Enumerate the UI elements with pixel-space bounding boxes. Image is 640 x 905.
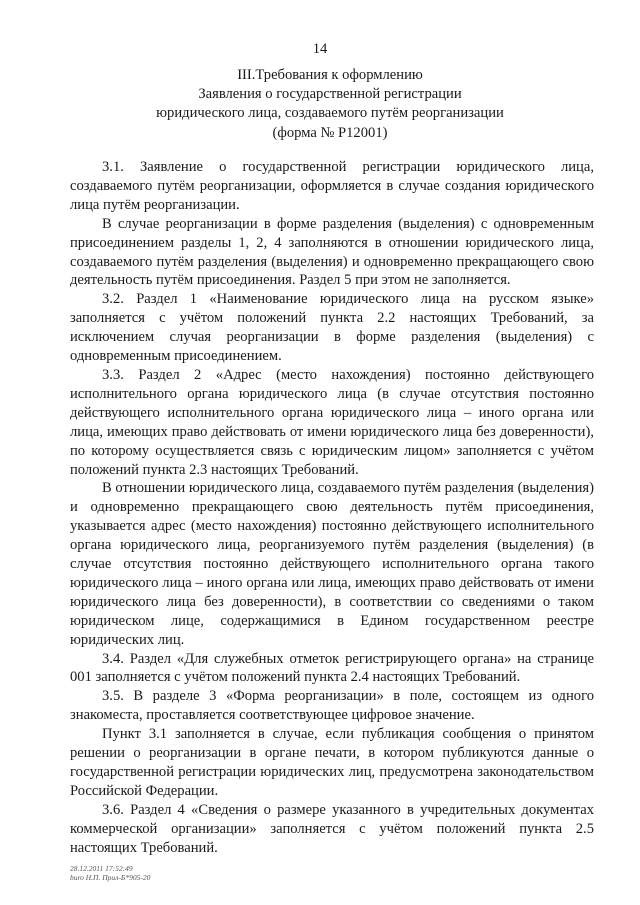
footer-reference: buro Н.П. Прил-Б*905-20 <box>70 873 151 882</box>
paragraph-3-1: 3.1. Заявление о государственной регистрации юридического лица, создаваемого путём реорганизации, оформляется в случае создания юридического лица путём реорганизации. <box>70 159 594 213</box>
paragraph-3-4: 3.4. Раздел «Для служебных отметок регистрирующего органа» на странице 001 заполняется с учётом положений пункта 2.4 настоящих Требований. <box>70 650 594 686</box>
document-body <box>70 158 594 858</box>
paragraph-3-6: 3.6. Раздел 4 «Сведения о размере указанного в учредительных документах коммерческой организации» заполняется с учётом положений пункта 2.5 настоящих Требований. <box>70 801 594 856</box>
paragraph-3-2: 3.2. Раздел 1 «Наименование юридического лица на русском языке» заполняется с учётом положений пункта 2.2 настоящих Требований, за исключением случая реорганизации в форме разделения (выделения) с одновременным присоединением. <box>70 291 594 365</box>
footer-stamp <box>70 864 150 882</box>
paragraph-item-3-1: Пункт 3.1 заполняется в случае, если публикация сообщения о принятом решении о реорганизации в органе печати, в котором публикуются данные о государственной регистрации юридических лиц, предусмотрена законодательством Российской Федерации. <box>70 726 594 799</box>
heading-line: юридического лица, создаваемого путём реорганизации <box>156 105 504 122</box>
paragraph-3-5: 3.5. В разделе 3 «Форма реорганизации» в поле, состоящем из одного знакоместа, проставляется соответствующее цифровое значение. <box>70 688 594 724</box>
section-heading <box>60 66 600 143</box>
heading-line: (форма № Р12001) <box>272 124 388 141</box>
paragraph-3-3: 3.3. Раздел 2 «Адрес (место нахождения) постоянно действующего исполнительного органа юридического лица (в случае отсутствия постоянно действующего исполнительного органа юридического лица – иного органа или лица, имеющих право действовать от имени юридического лица без доверенности), по которому осуществляется связь с юридическим лицом» заполняется с учётом положений пункта 2.3 настоящих Требований. <box>70 366 594 478</box>
page-number: 14 <box>312 41 328 57</box>
footer-timestamp: 28.12.2011 17:52:49 <box>70 864 133 873</box>
paragraph-address-note: В отношении юридического лица, создаваемого путём разделения (выделения) и одновременно прекращающего свою деятельность путём присоединения, указывается адрес (место нахождения) постоянно действующего исполнительного органа юридического лица, реорганизуемого путём разделения (выделения) (в случае отсутствия постоянно действующего исполнительного органа такого юридического лица – иного органа или лица, имеющих право действовать от имени юридического лица без доверенности), в соответствии со сведениями о таком юридическом лице, содержащимися в Едином государственном реестре юридических лиц. <box>70 480 594 648</box>
paragraph-reorganization-note: В случае реорганизации в форме разделения (выделения) с одновременным присоединением разделы 1, 2, 4 заполняются в отношении юридического лица, создаваемого путём разделения (выделения) и одновременно прекращающего свою деятельность путём присоединения. Раздел 5 при этом не заполняется. <box>70 215 594 289</box>
heading-line: Заявления о государственной регистрации <box>198 86 462 103</box>
heading-line: III.Требования к оформлению <box>237 67 423 83</box>
